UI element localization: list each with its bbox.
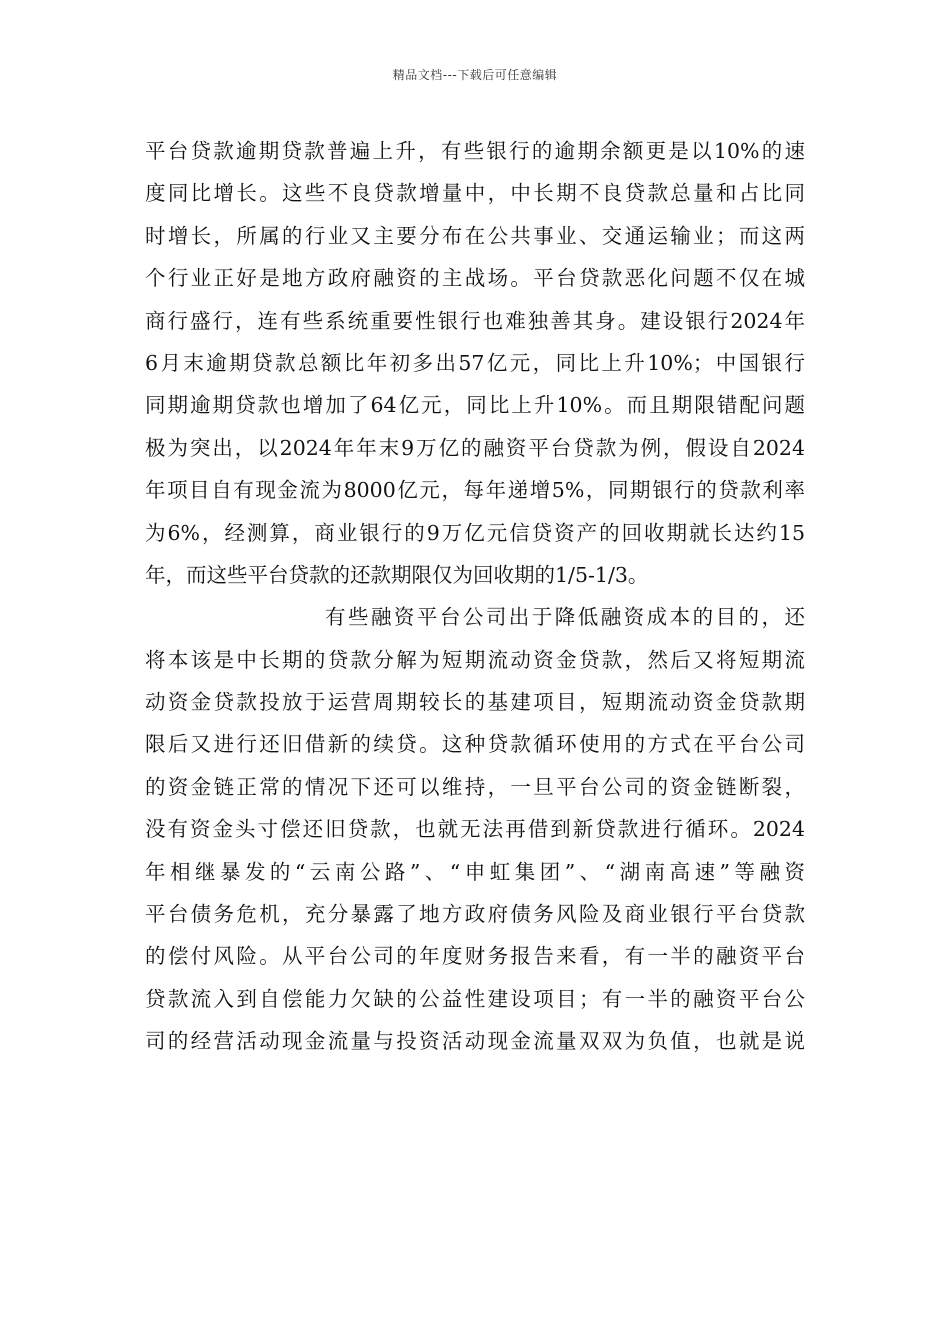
text-line bbox=[145, 935, 805, 977]
text-line bbox=[145, 342, 805, 384]
text-line bbox=[145, 596, 805, 638]
text-line-content: 限后又进行还旧借新的续贷。这种贷款循环使用的方式在平台公司 bbox=[145, 732, 805, 757]
text-line-content: 平台债务危机，充分暴露了地方政府债务风险及商业银行平台贷款 bbox=[145, 902, 805, 927]
text-line bbox=[145, 639, 805, 681]
text-line-content: 动资金贷款投放于运营周期较长的基建项目，短期流动资金贷款期 bbox=[145, 690, 805, 715]
text-line bbox=[145, 427, 805, 469]
text-line-content: 年项目自有现金流为8000亿元，每年递增5%，同期银行的贷款利率 bbox=[145, 478, 805, 503]
text-line-content: 个行业正好是地方政府融资的主战场。平台贷款恶化问题不仅在城 bbox=[145, 266, 805, 291]
text-line-content: 将本该是中长期的贷款分解为短期流动资金贷款，然后又将短期流 bbox=[145, 647, 805, 672]
text-line-content: 商行盛行，连有些系统重要性银行也难独善其身。建设银行2024年 bbox=[145, 308, 805, 333]
text-line-content: 年，而这些平台贷款的还款期限仅为回收期的1/5-1/3。 bbox=[145, 562, 649, 587]
text-line bbox=[145, 766, 805, 808]
text-line-content: 度同比增长。这些不良贷款增量中，中长期不良贷款总量和占比同 bbox=[145, 181, 805, 206]
text-line-content: 没有资金头寸偿还旧贷款，也就无法再借到新贷款进行循环。2024 bbox=[145, 817, 805, 842]
text-line-content: 司的经营活动现金流量与投资活动现金流量双双为负值，也就是说 bbox=[145, 1029, 805, 1054]
text-line bbox=[145, 512, 805, 554]
text-line bbox=[145, 681, 805, 723]
text-line-content: 的资金链正常的情况下还可以维持，一旦平台公司的资金链断裂， bbox=[145, 774, 805, 799]
text-line-content: 贷款流入到自偿能力欠缺的公益性建设项目；有一半的融资平台公 bbox=[145, 986, 805, 1011]
text-line bbox=[145, 300, 805, 342]
text-line-content: 平台贷款逾期贷款普遍上升，有些银行的逾期余额更是以10%的速 bbox=[145, 139, 805, 163]
text-line-content: 为6%，经测算，商业银行的9万亿元信贷资产的回收期就长达约15 bbox=[145, 520, 805, 545]
text-line-content: 极为突出，以2024年年末9万亿的融资平台贷款为例，假设自2024 bbox=[145, 435, 805, 460]
text-line bbox=[145, 130, 805, 172]
text-line bbox=[145, 215, 805, 257]
text-line bbox=[145, 808, 805, 850]
text-line-content: 时增长，所属的行业又主要分布在公共事业、交通运输业；而这两 bbox=[145, 223, 805, 248]
text-line bbox=[145, 257, 805, 299]
text-line bbox=[145, 1020, 805, 1062]
text-line bbox=[145, 384, 805, 426]
text-line bbox=[145, 851, 805, 893]
text-line bbox=[145, 554, 805, 596]
text-line bbox=[145, 893, 805, 935]
document-body bbox=[145, 130, 805, 1063]
text-line bbox=[145, 469, 805, 511]
text-line-content: 的偿付风险。从平台公司的年度财务报告来看，有一半的融资平台 bbox=[145, 944, 805, 969]
text-line bbox=[145, 172, 805, 214]
text-line-content: 6月末逾期贷款总额比年初多出57亿元，同比上升10%；中国银行 bbox=[145, 350, 805, 375]
text-line bbox=[145, 978, 805, 1020]
text-line-content: 同期逾期贷款也增加了64亿元，同比上升10%。而且期限错配问题 bbox=[145, 393, 805, 418]
text-line-content: 有些融资平台公司出于降低融资成本的目的，还 bbox=[325, 605, 805, 630]
page-header: 精品文档---下载后可任意编辑 bbox=[392, 68, 558, 82]
text-line-content: 年相继暴发的“云南公路”、“申虹集团”、“湖南高速”等融资 bbox=[145, 859, 805, 884]
text-line bbox=[145, 723, 805, 765]
